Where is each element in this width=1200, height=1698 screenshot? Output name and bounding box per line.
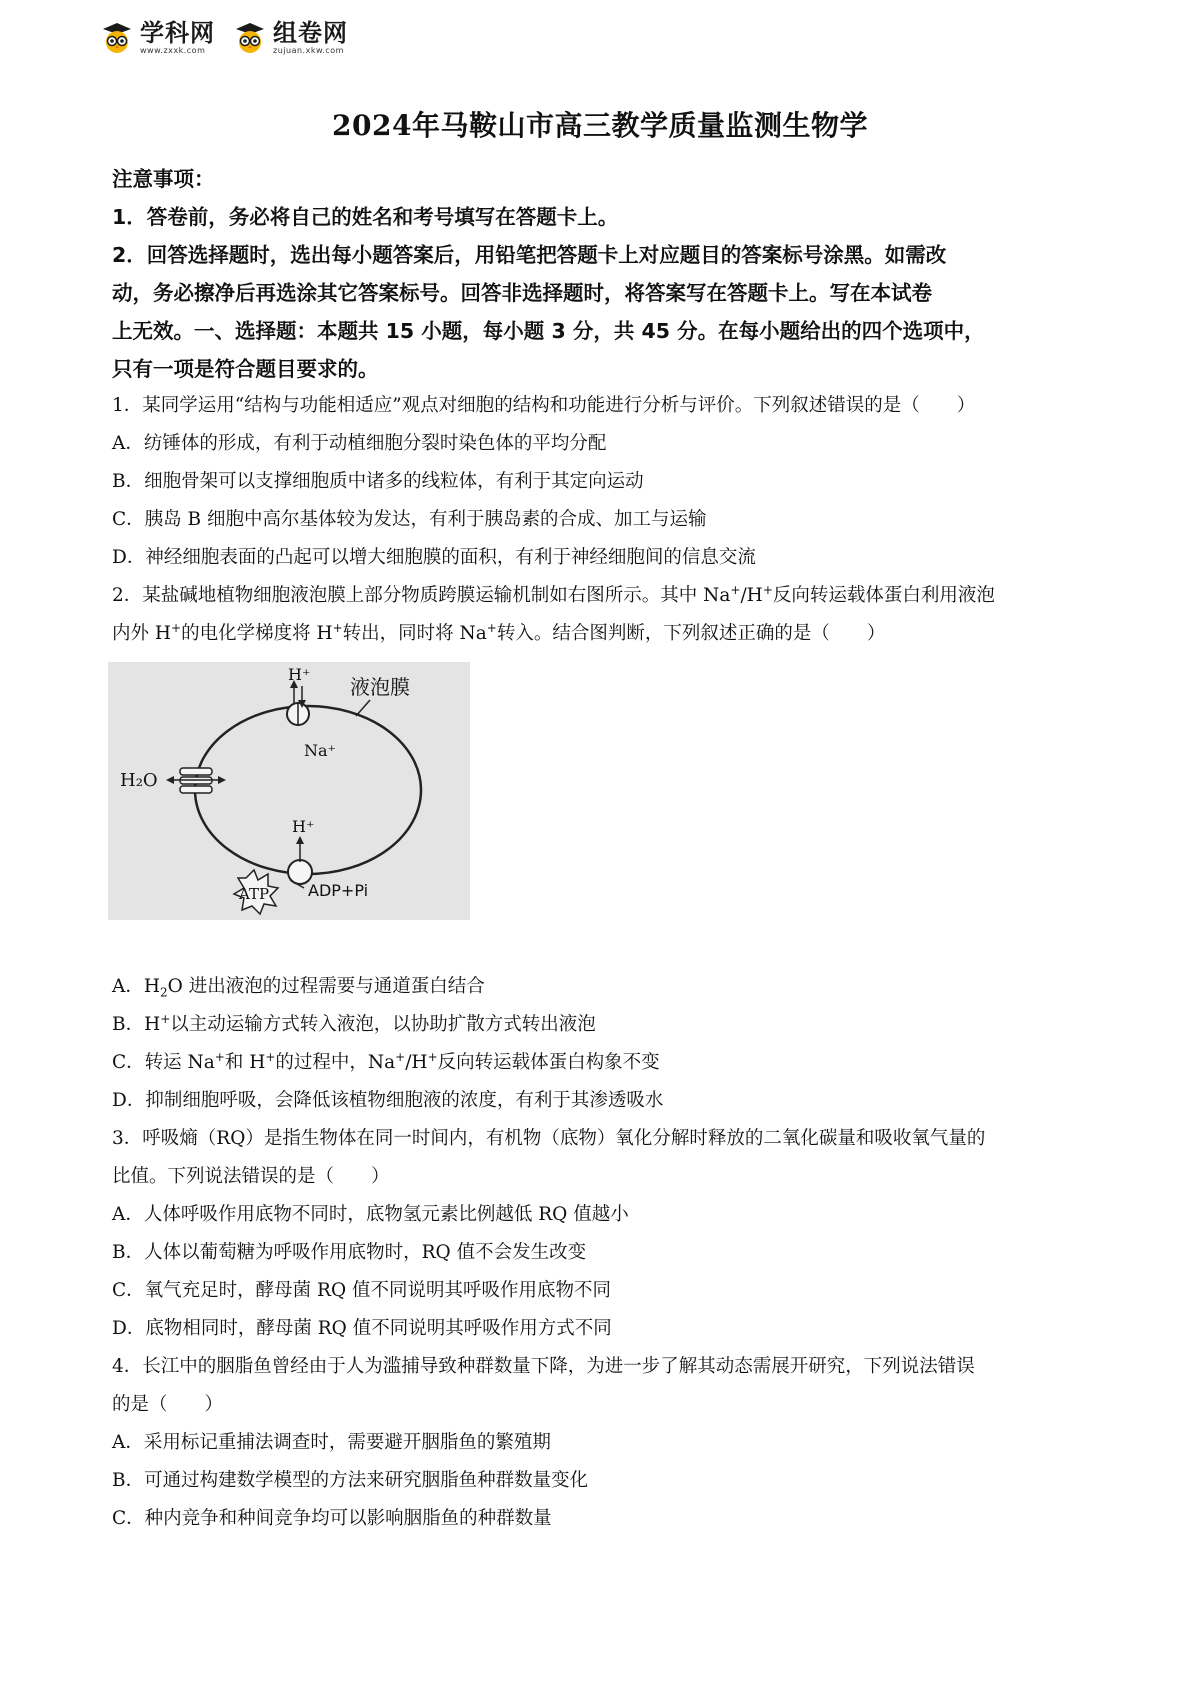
superscript: + — [395, 1049, 406, 1064]
option-a: A．采用标记重捕法调查时，需要避开胭脂鱼的繁殖期 — [112, 1432, 551, 1453]
stem-text: 反向转运载体蛋白利用液泡 — [772, 585, 995, 606]
notice-line: 1．答卷前，务必将自己的姓名和考号填写在答题卡上。 — [112, 205, 619, 229]
question-stem: 1．某同学运用“结构与功能相适应”观点对细胞的结构和功能进行分析与评价。下列叙述错误的是（ ） — [112, 395, 976, 416]
option-text: C．转运 Na — [112, 1052, 215, 1073]
superscript: + — [265, 1049, 276, 1064]
option-c: C．种内竞争和种间竞争均可以影响胭脂鱼的种群数量 — [112, 1508, 552, 1529]
superscript: + — [486, 620, 497, 635]
page-title: 2024年马鞍山市高三教学质量监测生物学 — [332, 109, 868, 142]
stem-text: 内外 H — [112, 623, 172, 644]
stem-text: 转出，同时将 Na — [342, 623, 487, 644]
notice-line: 动，务必擦净后再选涂其它答案标号。回答非选择题时，将答案写在答题卡上。写在本试卷 — [112, 281, 932, 305]
vacuole-membrane — [195, 706, 421, 874]
logo-url: www.zxxk.com — [140, 46, 206, 55]
logo-zxxk[interactable] — [100, 21, 215, 55]
superscript: + — [214, 1049, 225, 1064]
diagram-svg — [108, 662, 470, 920]
logo-name: 学科网 — [140, 19, 215, 47]
superscript: + — [762, 582, 773, 597]
question-stem-cont: 的是（ ） — [112, 1394, 224, 1415]
stem-text: 转入。结合图判断，下列叙述正确的是（ ） — [496, 623, 886, 644]
notice-line: 2．回答选择题时，选出每小题答案后，用铅笔把答题卡上对应题目的答案标号涂黑。如需改 — [112, 243, 947, 267]
subscript: 2 — [160, 985, 168, 1000]
option-b: B．细胞骨架可以支撑细胞质中诸多的线粒体，有利于其定向运动 — [112, 471, 644, 492]
question-stem — [112, 581, 1102, 607]
h-plus-bottom-label: H⁺ — [292, 817, 315, 836]
option-c: C．胰岛 B 细胞中高尔基体较为发达，有利于胰岛素的合成、加工与运输 — [112, 509, 707, 530]
superscript: + — [171, 620, 182, 635]
logo-name: 组卷网 — [273, 19, 348, 47]
h2o-label: H₂O — [120, 770, 158, 791]
na-plus-label: Na⁺ — [304, 741, 336, 760]
option-text: 以主动运输方式转入液泡，以协助扩散方式转出液泡 — [170, 1014, 596, 1035]
option-a: A．纺锤体的形成，有利于动植细胞分裂时染色体的平均分配 — [112, 433, 607, 454]
h-plus-top-label: H⁺ — [288, 665, 311, 684]
option-d: D．抑制细胞呼吸，会降低该植物细胞液的浓度，有利于其渗透吸水 — [112, 1090, 664, 1111]
option-text: A．H — [112, 976, 160, 997]
question-stem-cont — [112, 619, 1102, 645]
superscript: + — [332, 620, 343, 635]
option-a — [112, 972, 1102, 998]
option-b — [112, 1010, 1102, 1036]
owl-logo-icon — [100, 21, 134, 55]
arrow-head-icon — [296, 836, 304, 844]
stem-text: /H — [740, 585, 763, 606]
superscript: + — [730, 582, 741, 597]
question-stem-cont: 比值。下列说法错误的是（ ） — [112, 1166, 390, 1187]
header-logos — [100, 16, 348, 60]
option-text: 和 H — [224, 1052, 266, 1073]
option-d: D．底物相同时，酵母菌 RQ 值不同说明其呼吸作用方式不同 — [112, 1318, 612, 1339]
owl-logo-icon — [233, 21, 267, 55]
aquaporin-icon — [180, 786, 212, 793]
adp-label: ADP+Pi — [308, 881, 369, 900]
notice-heading: 注意事项： — [112, 167, 215, 191]
vacuole-membrane-diagram — [108, 662, 470, 920]
option-d: D．神经细胞表面的凸起可以增大细胞膜的面积，有利于神经细胞间的信息交流 — [112, 547, 756, 568]
option-a: A．人体呼吸作用底物不同时，底物氢元素比例越低 RQ 值越小 — [112, 1204, 629, 1225]
option-text: B．H — [112, 1014, 161, 1035]
option-b: B．可通过构建数学模型的方法来研究胭脂鱼种群数量变化 — [112, 1470, 589, 1491]
stem-text: 的电化学梯度将 H — [181, 623, 333, 644]
stem-text: 2．某盐碱地植物细胞液泡膜上部分物质跨膜运输机制如右图所示。其中 Na — [112, 585, 731, 606]
superscript: + — [427, 1049, 438, 1064]
option-text: 的过程中，Na — [275, 1052, 396, 1073]
notice-line: 只有一项是符合题目要求的。 — [112, 357, 379, 381]
arrow-head-icon — [166, 776, 174, 784]
option-text: 反向转运载体蛋白构象不变 — [437, 1052, 660, 1073]
logo-zujuan[interactable] — [233, 21, 348, 55]
question-stem: 3．呼吸熵（RQ）是指生物体在同一时间内，有机物（底物）氧化分解时释放的二氧化碳量和吸收氧气量的 — [112, 1128, 986, 1149]
aquaporin-icon — [180, 768, 212, 775]
option-text: O 进出液泡的过程需要与通道蛋白结合 — [167, 976, 485, 997]
option-b: B．人体以葡萄糖为呼吸作用底物时，RQ 值不会发生改变 — [112, 1242, 587, 1263]
atp-label: ATP — [239, 885, 270, 903]
option-c — [112, 1048, 1102, 1074]
label-pointer — [356, 700, 370, 716]
option-text: /H — [405, 1052, 428, 1073]
option-c: C．氧气充足时，酵母菌 RQ 值不同说明其呼吸作用底物不同 — [112, 1280, 612, 1301]
membrane-label: 液泡膜 — [350, 675, 410, 699]
question-stem: 4．长江中的胭脂鱼曾经由于人为滥捕导致种群数量下降，为进一步了解其动态需展开研究，下列说法错误 — [112, 1356, 975, 1377]
superscript: + — [160, 1011, 171, 1026]
notice-line: 上无效。一、选择题：本题共 15 小题，每小题 3 分，共 45 分。在每小题给出的四个选项中， — [112, 319, 985, 343]
arrow-head-icon — [218, 776, 226, 784]
logo-url: zujuan.xkw.com — [273, 46, 344, 55]
